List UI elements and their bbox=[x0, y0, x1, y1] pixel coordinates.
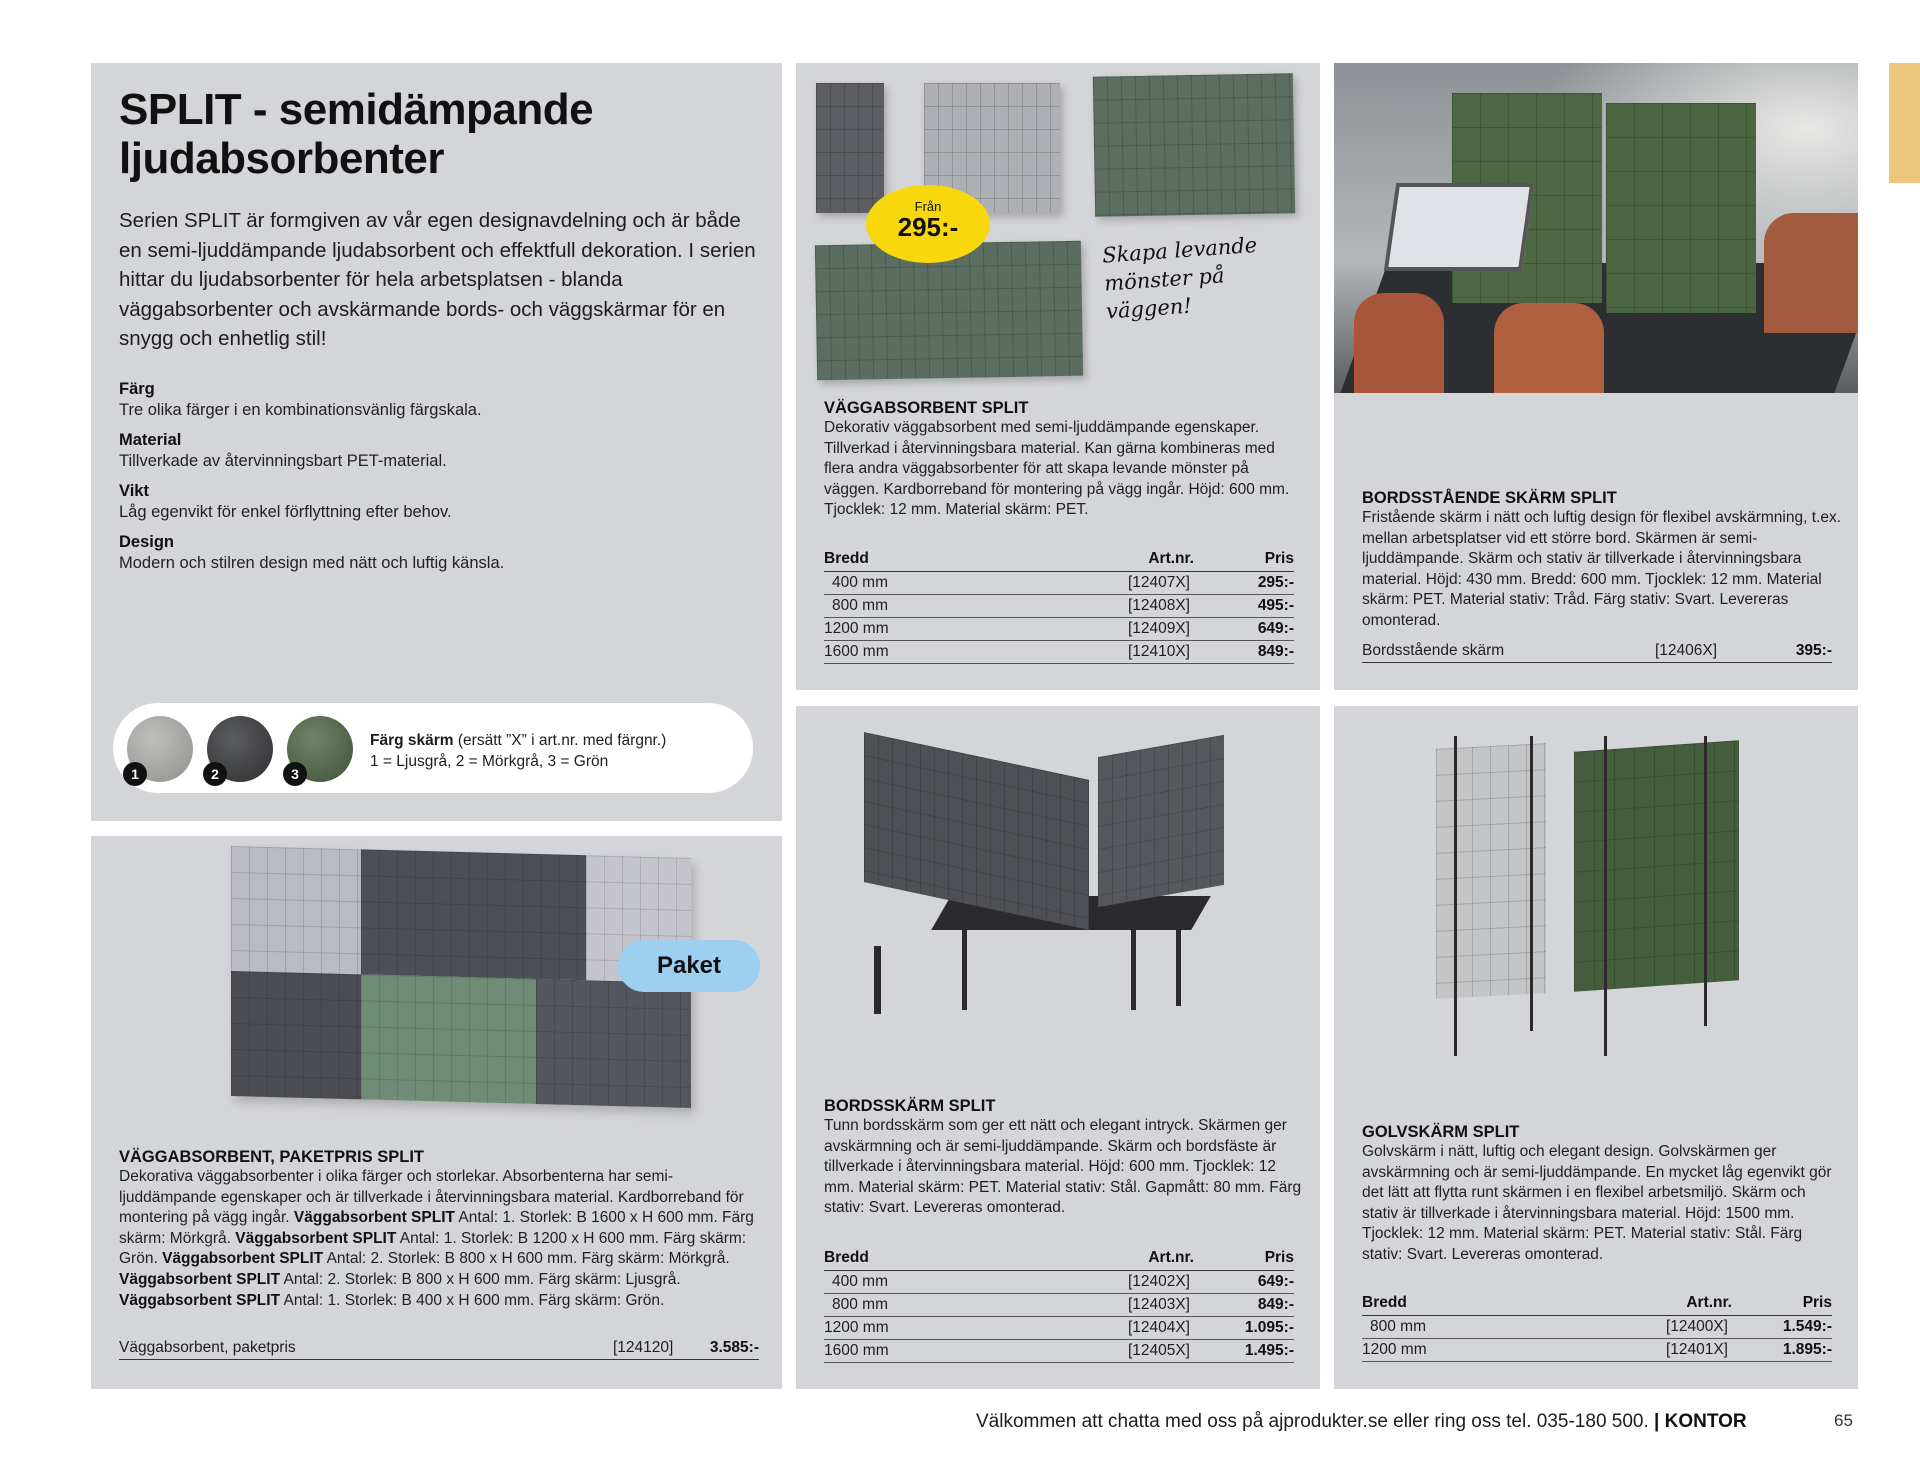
intro-panel bbox=[91, 63, 782, 821]
attribute-list bbox=[119, 379, 759, 583]
price-table-header bbox=[824, 1246, 1294, 1271]
handwritten-tagline bbox=[1101, 228, 1296, 325]
swatch-number: 2 bbox=[203, 762, 227, 786]
attribute-item bbox=[119, 481, 759, 523]
photo-chair-right bbox=[1764, 213, 1858, 333]
cell-art: [12403X] bbox=[1084, 1294, 1194, 1317]
table-row bbox=[824, 1271, 1294, 1294]
desk-leg bbox=[874, 946, 881, 1014]
col-header-width: Bredd bbox=[824, 547, 1084, 572]
swatch-caption-line2: 1 = Ljusgrå, 2 = Mörkgrå, 3 = Grön bbox=[370, 753, 609, 770]
cell-art: [12409X] bbox=[1084, 618, 1194, 641]
cell-width: 800 mm bbox=[824, 1294, 1084, 1317]
table-row bbox=[824, 572, 1294, 595]
product-description: Dekorativ väggabsorbent med semi-ljuddämpande egenskaper. Tillverkad i återvinningsbara material. Kan gärna kombineras med flera andra väggabsorbenter för att skapa levande mönster på väggen. Kardborreband för montering på vägg ingår. Höjd: 600 mm. Tjocklek: 12 mm. Material skärm: PET. bbox=[824, 419, 1290, 519]
product-description: Tunn bordsskärm som ger ett nätt och elegant intryck. Skärmen ger avskärmning och är semi-ljuddämpande. Skärm och bordsfäste är tillverkade i återvinningsbara material. Höjd: 600 mm. Tjocklek: 12 mm. Material skärm: PET. Material stativ: Stål. Gapmått: 80 mm. Färg stativ: Svart. Levereras omonterad. bbox=[824, 1117, 1302, 1217]
description-bold-run: Väggabsorbent SPLIT bbox=[162, 1250, 324, 1268]
vagg-text bbox=[824, 398, 1304, 521]
price-table-header bbox=[824, 547, 1294, 572]
panel-dark-gray bbox=[231, 971, 361, 1099]
photo-laptop bbox=[1384, 183, 1534, 271]
cell-art: [12405X] bbox=[1084, 1340, 1194, 1363]
cell-width: 800 mm bbox=[1362, 1316, 1622, 1339]
table-row bbox=[824, 1294, 1294, 1317]
bordsskarm-panel bbox=[796, 706, 1320, 1389]
attribute-value: Låg egenvikt för enkel förflyttning efter behov. bbox=[119, 503, 452, 521]
attribute-label: Design bbox=[119, 533, 175, 551]
price-row bbox=[1362, 640, 1832, 663]
swatch-green bbox=[287, 716, 353, 782]
photo-screen-right bbox=[1606, 103, 1756, 313]
cell-price: 849:- bbox=[1194, 1294, 1294, 1317]
col-header-art: Art.nr. bbox=[1622, 1291, 1732, 1316]
tile-green bbox=[1093, 73, 1295, 216]
col-header-price: Pris bbox=[1194, 1246, 1294, 1271]
col-header-art: Art.nr. bbox=[1084, 547, 1194, 572]
panel-dark-gray bbox=[361, 849, 586, 980]
table-row bbox=[824, 1340, 1294, 1363]
table-row bbox=[824, 641, 1294, 664]
photo-chair-front bbox=[1494, 303, 1604, 393]
swatch-dark-gray bbox=[207, 716, 273, 782]
product-name: GOLVSKÄRM SPLIT bbox=[1362, 1123, 1520, 1141]
product-description: Fristående skärm i nätt och luftig design för flexibel avskärmning, t.ex. mellan arbetsplatser vid ett större bord. Skärmen är semi-ljuddämpande. Skärm och stativ är tillverkade i återvinningsbara material. Höjd: 430 mm. Bredd: 600 mm. Tjocklek: 12 mm. Material skärm: PET. Material stativ: Tråd. Färg stativ: Svart. Levereras omonterad. bbox=[1362, 509, 1841, 629]
cell-price: 649:- bbox=[1194, 618, 1294, 641]
product-name: BORDSSTÅENDE SKÄRM SPLIT bbox=[1362, 489, 1617, 507]
attribute-value: Tillverkade av återvinningsbart PET-material. bbox=[119, 452, 447, 470]
vaggabsorbent-panel bbox=[796, 63, 1320, 690]
col-header-width: Bredd bbox=[1362, 1291, 1622, 1316]
price-table bbox=[824, 1246, 1294, 1363]
description-run: Antal: 2. Storlek: B 800 x H 600 mm. Färg skärm: Ljusgrå. bbox=[280, 1270, 681, 1288]
swatch-number: 3 bbox=[283, 762, 307, 786]
floor-screen-image bbox=[1414, 736, 1814, 1066]
floor-stand-pole bbox=[1530, 736, 1533, 1031]
description-run: Antal: 2. Storlek: B 800 x H 600 mm. Färg skärm: Mörkgrå. bbox=[323, 1250, 730, 1268]
price-row-name: Bordsstående skärm bbox=[1362, 642, 1505, 659]
price-burst bbox=[866, 185, 990, 263]
page-title bbox=[119, 85, 759, 183]
product-name: BORDSSKÄRM SPLIT bbox=[824, 1097, 996, 1115]
table-row bbox=[824, 618, 1294, 641]
bords-text bbox=[1362, 488, 1842, 632]
cell-price: 849:- bbox=[1194, 641, 1294, 664]
page-number: 65 bbox=[1834, 1411, 1853, 1430]
floor-screen-green bbox=[1574, 740, 1739, 992]
cell-width: 1200 mm bbox=[824, 618, 1084, 641]
section-tab-marker bbox=[1889, 63, 1920, 183]
price-row-art: [124120] bbox=[613, 1339, 674, 1356]
desk-screen-right bbox=[1098, 735, 1224, 907]
paket-text bbox=[119, 1147, 759, 1311]
footer-separator: | bbox=[1654, 1411, 1660, 1432]
description-bold-run: Väggabsorbent SPLIT bbox=[119, 1270, 281, 1288]
price-table bbox=[1362, 1291, 1832, 1362]
tile-dark-gray bbox=[816, 83, 884, 213]
description-bold-run: Väggabsorbent SPLIT bbox=[235, 1229, 397, 1247]
description-bold-run: Väggabsorbent SPLIT bbox=[119, 1291, 281, 1309]
footer bbox=[976, 1411, 1747, 1433]
panel-green bbox=[361, 974, 536, 1104]
cell-price: 1.549:- bbox=[1732, 1316, 1832, 1339]
panel-light-gray bbox=[231, 846, 361, 974]
golv-text bbox=[1362, 1122, 1842, 1266]
cell-width: 1600 mm bbox=[824, 641, 1084, 664]
office-photo bbox=[1334, 63, 1858, 393]
col-header-width: Bredd bbox=[824, 1246, 1084, 1271]
cell-art: [12402X] bbox=[1084, 1271, 1194, 1294]
cell-price: 295:- bbox=[1194, 572, 1294, 595]
cell-art: [12407X] bbox=[1084, 572, 1194, 595]
tagline-line-2: mönster på väggen! bbox=[1103, 263, 1226, 324]
cell-art: [12404X] bbox=[1084, 1317, 1194, 1340]
cell-art: [12401X] bbox=[1622, 1339, 1732, 1362]
desk-screen-left bbox=[864, 732, 1089, 930]
attribute-item bbox=[119, 532, 759, 574]
cell-width: 1600 mm bbox=[824, 1340, 1084, 1363]
cell-price: 649:- bbox=[1194, 1271, 1294, 1294]
intro-text: Serien SPLIT är formgiven av vår egen designavdelning och är både en semi-ljuddämpande ljudabsorbent och effektfull dekoration. I serien hittar du ljudabsorbenter för hela arbetsplatsen - blanda väggabsorbenter och avskärmande bords- och väggskärmar för en snygg och enhetlig stil! bbox=[119, 209, 756, 350]
swatch-caption bbox=[370, 730, 740, 772]
floor-stand-pole bbox=[1604, 736, 1607, 1056]
product-name: VÄGGABSORBENT, PAKETPRIS SPLIT bbox=[119, 1148, 424, 1166]
title-line-2: ljudabsorbenter bbox=[119, 134, 444, 183]
product-name: VÄGGABSORBENT SPLIT bbox=[824, 399, 1029, 417]
price-row-name: Väggabsorbent, paketpris bbox=[119, 1339, 296, 1356]
product-description: Golvskärm i nätt, luftig och elegant design. Golvskärmen ger avskärmning och är semi-ljuddämpande. En mycket låg egenvikt gör det lätt att flytta runt skärmen i en flexibel arbetsmiljö. Skärm och stativ är tillverkade i återvinningsbara material. Höjd: 1500 mm. Tjocklek: 12 mm. Material skärm: PET. Material stativ: Stål. Färg stativ: Svart. Levereras omonterad. bbox=[1362, 1143, 1832, 1263]
table-row bbox=[824, 1317, 1294, 1340]
panel-dark-gray bbox=[536, 979, 691, 1108]
swatch-caption-bold: Färg skärm bbox=[370, 732, 454, 749]
description-run: Antal: 1. Storlek: B 1200 x H 600 mm. Färg skärm: Grön. bbox=[119, 1229, 747, 1268]
cell-width: 800 mm bbox=[824, 595, 1084, 618]
cell-width: 400 mm bbox=[824, 572, 1084, 595]
golvskarm-panel bbox=[1334, 706, 1858, 1389]
price-row-price: 395:- bbox=[1795, 642, 1832, 659]
cell-art: [12400X] bbox=[1622, 1316, 1732, 1339]
price-table-header bbox=[1362, 1291, 1832, 1316]
footer-section: KONTOR bbox=[1664, 1411, 1747, 1432]
tagline-line-1: Skapa levande bbox=[1101, 232, 1258, 268]
floor-stand-pole bbox=[1704, 736, 1707, 1026]
product-description bbox=[119, 1167, 759, 1311]
floor-stand-pole bbox=[1454, 736, 1457, 1056]
bordsstaende-panel bbox=[1334, 63, 1858, 690]
price-table bbox=[824, 547, 1294, 664]
attribute-label: Material bbox=[119, 431, 182, 449]
attribute-value: Modern och stilren design med nätt och luftig känsla. bbox=[119, 554, 505, 572]
color-swatch-legend bbox=[113, 703, 753, 793]
price-row-price: 3.585:- bbox=[709, 1339, 759, 1356]
burst-price: 295:- bbox=[897, 212, 959, 242]
description-run: Antal: 1. Storlek: B 1600 x H 600 mm. Färg skärm: Mörkgrå. bbox=[119, 1209, 754, 1247]
paket-panel bbox=[91, 836, 782, 1389]
attribute-label: Vikt bbox=[119, 482, 149, 500]
footer-text: Välkommen att chatta med oss på ajprodukter.se eller ring oss tel. 035-180 500. bbox=[976, 1411, 1649, 1432]
price-row-art: [12406X] bbox=[1655, 642, 1718, 659]
swatch-light-gray bbox=[127, 716, 193, 782]
cell-art: [12410X] bbox=[1084, 641, 1194, 664]
cell-width: 1200 mm bbox=[1362, 1339, 1622, 1362]
tile-green-wide bbox=[815, 241, 1083, 381]
description-bold-run: Väggabsorbent SPLIT bbox=[293, 1209, 455, 1227]
attribute-item bbox=[119, 430, 759, 472]
table-row bbox=[1362, 1316, 1832, 1339]
col-header-art: Art.nr. bbox=[1084, 1246, 1194, 1271]
cell-art: [12408X] bbox=[1084, 595, 1194, 618]
desk-leg bbox=[1176, 896, 1181, 1006]
desk-leg bbox=[962, 926, 967, 1010]
col-header-price: Pris bbox=[1732, 1291, 1832, 1316]
desk-screen-image bbox=[856, 746, 1276, 1046]
cell-price: 495:- bbox=[1194, 595, 1294, 618]
bskarm-text bbox=[824, 1096, 1304, 1219]
description-run: Dekorativa väggabsorbenter i olika färger och storlekar. Absorbenterna har semi-ljuddämpande egenskaper och är tillverkade i återvinningsbara material. Kardborreband för montering på vägg ingår. bbox=[119, 1168, 744, 1227]
cell-price: 1.495:- bbox=[1194, 1340, 1294, 1363]
title-line-1: SPLIT - semidämpande bbox=[119, 85, 594, 134]
desk-leg bbox=[1131, 906, 1136, 1010]
paket-badge: Paket bbox=[618, 940, 760, 992]
price-row bbox=[119, 1337, 759, 1360]
cell-price: 1.895:- bbox=[1732, 1339, 1832, 1362]
photo-chair-left bbox=[1354, 293, 1444, 393]
attribute-item bbox=[119, 379, 759, 421]
col-header-price: Pris bbox=[1194, 547, 1294, 572]
cell-width: 1200 mm bbox=[824, 1317, 1084, 1340]
description-run: Antal: 1. Storlek: B 400 x H 600 mm. Färg skärm: Grön. bbox=[280, 1291, 665, 1309]
attribute-value: Tre olika färger i en kombinationsvänlig färgskala. bbox=[119, 401, 482, 419]
table-row bbox=[824, 595, 1294, 618]
cell-width: 400 mm bbox=[824, 1271, 1084, 1294]
swatch-caption-rest: (ersätt ”X” i art.nr. med färgnr.) bbox=[453, 732, 667, 749]
attribute-label: Färg bbox=[119, 380, 155, 398]
cell-price: 1.095:- bbox=[1194, 1317, 1294, 1340]
burst-from-label: Från bbox=[914, 199, 942, 214]
swatch-number: 1 bbox=[123, 762, 147, 786]
table-row bbox=[1362, 1339, 1832, 1362]
